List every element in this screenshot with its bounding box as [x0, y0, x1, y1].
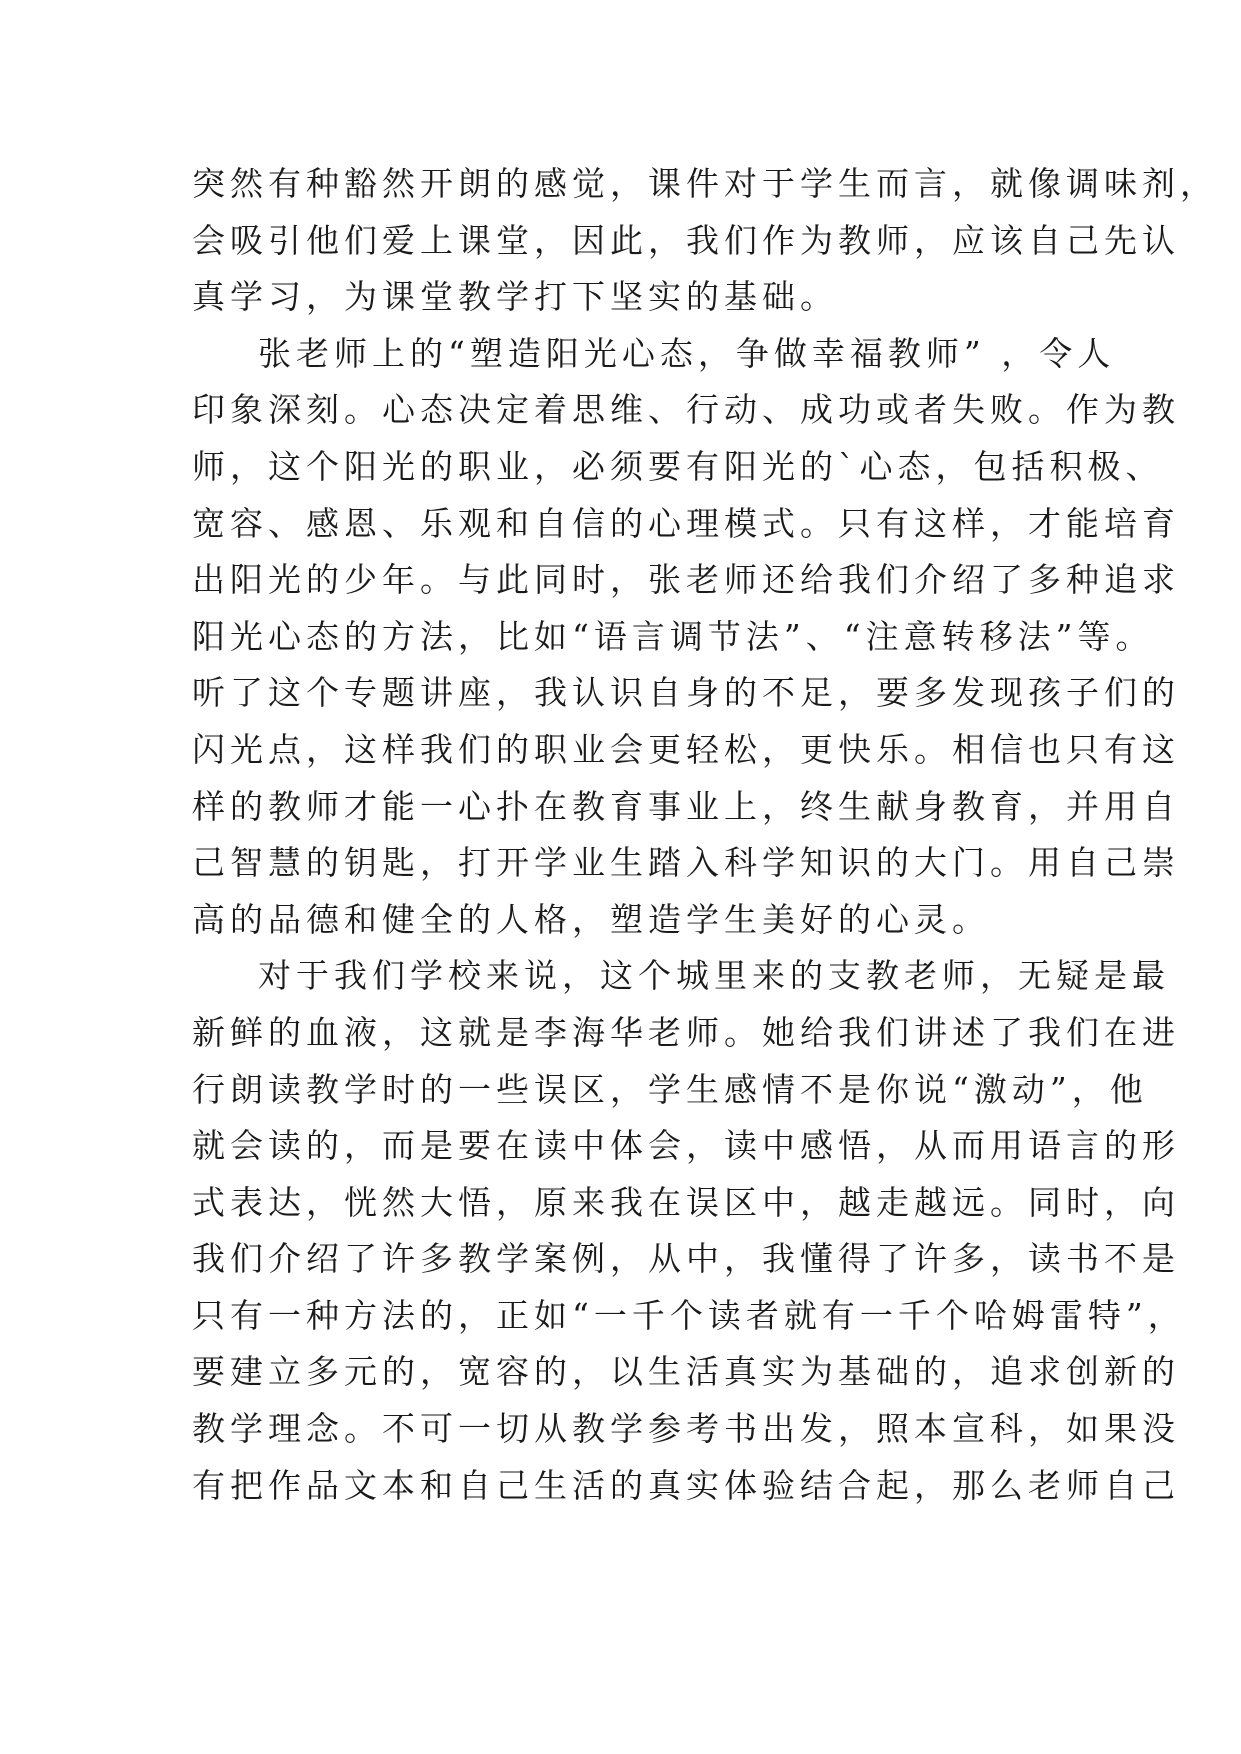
text-line: 新鲜的血液，这就是李海华老师。她给我们讲述了我们在进 — [192, 1012, 1180, 1052]
text-line: 出阳光的少年。与此同时，张老师还给我们介绍了多种追求 — [192, 560, 1180, 600]
text-line: 行朗读教学时的一些误区，学生感情不是你说“激动”，他 — [192, 1069, 1148, 1109]
text-line: 突然有种豁然开朗的感觉，课件对于学生而言，就像调味剂， — [192, 164, 1218, 203]
text-line: 会吸引他们爱上课堂，因此，我们作为教师，应该自己先认 — [192, 220, 1180, 260]
text-line: 真学习，为课堂教学打下坚实的基础。 — [192, 277, 838, 317]
text-line: 教学理念。不可一切从教学参考书出发，照本宣科，如果没 — [192, 1409, 1180, 1449]
text-line: 己智慧的钥匙，打开学业生踏入科学知识的大门。用自己崇 — [192, 843, 1180, 883]
text-line: 我们介绍了许多教学案例，从中，我懂得了许多，读书不是 — [192, 1239, 1180, 1279]
text-line: 宽容、感恩、乐观和自信的心理模式。只有这样，才能培育 — [192, 503, 1180, 543]
text-line: 听了这个专题讲座，我认识自身的不足，要多发现孩子们的 — [192, 673, 1180, 713]
text-line: 要建立多元的，宽容的，以生活真实为基础的，追求创新的 — [192, 1352, 1180, 1392]
text-line: 师，这个阳光的职业，必须要有阳光的`心态，包括积极、 — [192, 446, 1164, 486]
text-line: 就会读的，而是要在读中体会，读中感悟，从而用语言的形 — [192, 1126, 1180, 1166]
text-line: 印象深刻。心态决定着思维、行动、成功或者失败。作为教 — [192, 390, 1180, 430]
text-line: 闪光点，这样我们的职业会更轻松，更快乐。相信也只有这 — [192, 729, 1180, 769]
paragraph-start-line: 对于我们学校来说，这个城里来的支教老师，无疑是最 — [258, 956, 1170, 996]
paragraph-start-line: 张老师上的“塑造阳光心态，争做幸福教师” ，令人 — [258, 333, 1116, 373]
text-line: 阳光心态的方法，比如“语言调节法”、“注意转移法”等。 — [192, 616, 1154, 656]
text-line: 式表达，恍然大悟，原来我在误区中，越走越远。同时，向 — [192, 1182, 1180, 1222]
text-line: 有把作品文本和自己生活的真实体验结合起，那么老师自己 — [192, 1465, 1180, 1505]
text-line: 高的品德和健全的人格，塑造学生美好的心灵。 — [192, 899, 990, 939]
text-line: 只有一种方法的，正如“一千个读者就有一千个哈姆雷特”， — [192, 1295, 1186, 1335]
body-text — [192, 156, 1218, 1514]
text-line: 样的教师才能一心扑在教育事业上，终生献身教育，并用自 — [192, 786, 1180, 826]
